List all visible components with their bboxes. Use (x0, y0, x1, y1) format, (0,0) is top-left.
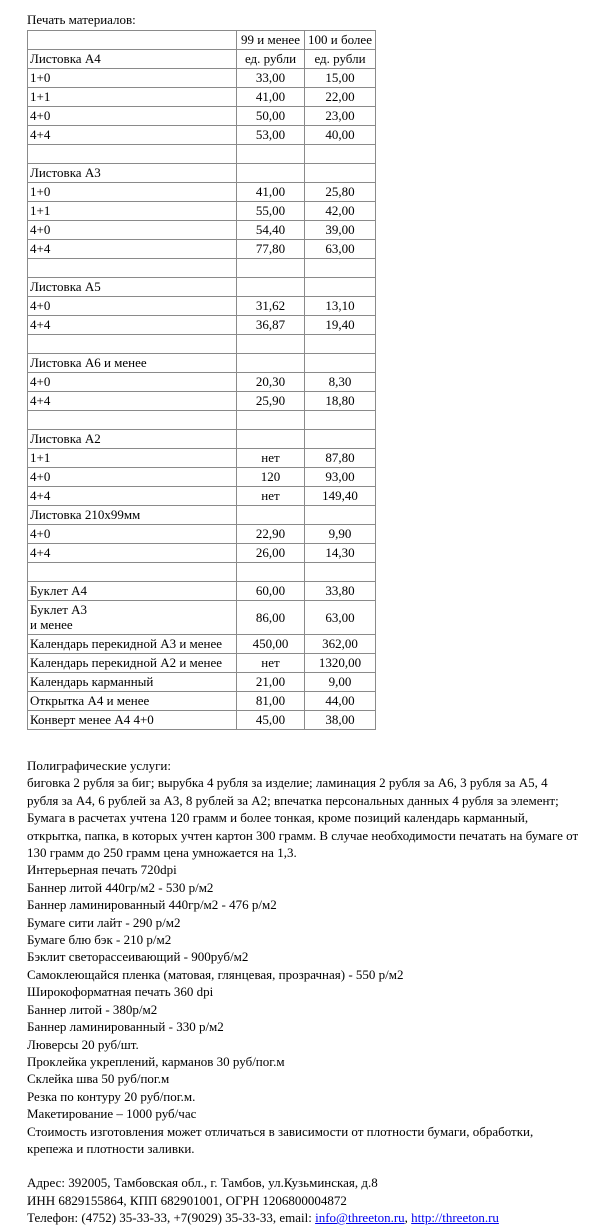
group-header-row (28, 50, 376, 69)
row-label-line: Буклет А3 (30, 601, 88, 617)
service-line: Бумаге сити лайт - 290 р/м2 (27, 914, 181, 930)
price-100: 362,00 (305, 635, 376, 654)
service-line: Бумаге блю бэк - 210 р/м2 (27, 932, 172, 948)
price-99: 54,40 (237, 221, 305, 240)
empty-cell (28, 31, 237, 50)
group-header-row (28, 164, 376, 183)
blank-row (28, 563, 376, 582)
price-99: 450,00 (237, 635, 305, 654)
price-row (28, 316, 376, 335)
price-row (28, 183, 376, 202)
price-100: 42,00 (305, 202, 376, 221)
service-line: Баннер ламинированный - 330 р/м2 (27, 1019, 224, 1035)
empty-cell (305, 335, 376, 354)
group-header: Листовка 210х99мм (28, 506, 237, 525)
group-header: Листовка А3 (28, 164, 237, 183)
group-header-row (28, 430, 376, 449)
service-line: Баннер литой - 380р/м2 (27, 1001, 158, 1017)
empty-cell (305, 430, 376, 449)
row-label: 4+4 (28, 126, 237, 145)
price-100: 8,30 (305, 373, 376, 392)
service-line: Баннер ламинированный 440гр/м2 - 476 р/м2 (27, 897, 277, 913)
row-label-line: и менее (30, 616, 73, 632)
product-row (28, 635, 376, 654)
group-header: Листовка А5 (28, 278, 237, 297)
price-99: 55,00 (237, 202, 305, 221)
empty-cell (305, 411, 376, 430)
service-line: Стоимость изготовления может отличаться в зависимости от плотности бумаги, обработки, крепежа и плотности заливки. (27, 1123, 534, 1156)
empty-cell (237, 563, 305, 582)
row-label: 4+0 (28, 297, 237, 316)
price-row (28, 126, 376, 145)
price-100: 15,00 (305, 69, 376, 88)
service-line: Самоклеющайся пленка (матовая, глянцевая, прозрачная) - 550 р/м2 (27, 966, 404, 982)
empty-cell (237, 335, 305, 354)
price-99: 77,80 (237, 240, 305, 259)
service-line: Бумага в расчетах учтена 120 грамм и более тонкая, кроме позиций календарь карманный, открытка, папка, в которых учтен картон 300 грамм. В случае необходимости печатать на бумаге от 130 грамм до 250 грамм цена умножается на 1,3. (27, 810, 579, 861)
column-header-100: 100 и более (305, 31, 376, 50)
row-label: Конверт менее А4 4+0 (28, 711, 237, 730)
product-row (28, 711, 376, 730)
blank-row (28, 335, 376, 354)
row-label: Буклет А4 (28, 582, 237, 601)
page-title: Печать материалов: (27, 12, 136, 28)
empty-cell (237, 430, 305, 449)
price-row (28, 88, 376, 107)
price-100: 87,80 (305, 449, 376, 468)
row-label: 4+0 (28, 468, 237, 487)
price-99: 60,00 (237, 582, 305, 601)
empty-cell (305, 145, 376, 164)
price-100: 38,00 (305, 711, 376, 730)
row-label: 4+0 (28, 107, 237, 126)
price-100: 14,30 (305, 544, 376, 563)
price-row (28, 202, 376, 221)
empty-cell (237, 259, 305, 278)
price-99: 22,90 (237, 525, 305, 544)
empty-cell (305, 164, 376, 183)
empty-cell (305, 563, 376, 582)
empty-cell (237, 506, 305, 525)
column-header-row (28, 31, 376, 50)
row-label: 4+4 (28, 240, 237, 259)
column-header-99: 99 и менее (237, 31, 305, 50)
empty-cell (305, 259, 376, 278)
price-99: 50,00 (237, 107, 305, 126)
price-99: 25,90 (237, 392, 305, 411)
price-99: 81,00 (237, 692, 305, 711)
price-row (28, 525, 376, 544)
price-100: 63,00 (305, 601, 376, 635)
empty-cell (28, 145, 237, 164)
price-100: 23,00 (305, 107, 376, 126)
row-label: 4+4 (28, 544, 237, 563)
price-100: 25,80 (305, 183, 376, 202)
group-header-row (28, 278, 376, 297)
price-row (28, 544, 376, 563)
price-99: нет (237, 654, 305, 673)
contacts-footer (27, 1174, 582, 1226)
row-label: 4+4 (28, 487, 237, 506)
price-table (27, 30, 376, 730)
empty-cell (28, 335, 237, 354)
price-row (28, 449, 376, 468)
empty-cell (237, 278, 305, 297)
group-header: Листовка А4 (28, 50, 237, 69)
service-line: биговка 2 рубля за биг; вырубка 4 рубля за изделие; ламинация 2 рубля за А6, 3 рубля за А5, 4 рубля за А4, 6 рублей за А3, 8 рублей за А2; впечатка персональных данных 4 рубля за элемент; (27, 775, 559, 808)
row-label: 1+1 (28, 202, 237, 221)
service-line: Интерьерная печать 720dpi (27, 862, 177, 878)
price-table-body (28, 31, 376, 730)
empty-cell (305, 278, 376, 297)
row-label: 4+0 (28, 373, 237, 392)
price-99: 36,87 (237, 316, 305, 335)
link-separator: , (404, 1210, 412, 1226)
group-header-row (28, 354, 376, 373)
service-line: Баннер литой 440гр/м2 - 530 р/м2 (27, 879, 214, 895)
empty-cell (237, 411, 305, 430)
row-label: 4+0 (28, 525, 237, 544)
services-section (27, 757, 582, 1157)
empty-cell (28, 259, 237, 278)
product-row (28, 692, 376, 711)
price-row (28, 392, 376, 411)
phone-line (27, 1209, 582, 1226)
phone-text: Телефон: (4752) 35-33-33, +7(9029) 35-33-33, email: (27, 1210, 316, 1226)
row-label: 4+4 (28, 316, 237, 335)
price-100: 1320,00 (305, 654, 376, 673)
price-99: 53,00 (237, 126, 305, 145)
empty-cell (305, 354, 376, 373)
price-row (28, 107, 376, 126)
empty-cell (237, 164, 305, 183)
price-99: 21,00 (237, 673, 305, 692)
price-100: 93,00 (305, 468, 376, 487)
services-heading: Полиграфические услуги: (27, 758, 171, 773)
group-header-row (28, 506, 376, 525)
row-label: Календарь карманный (28, 673, 237, 692)
row-label: Календарь перекидной А2 и менее (28, 654, 237, 673)
row-label: 4+4 (28, 392, 237, 411)
price-100: 63,00 (305, 240, 376, 259)
service-line: Люверсы 20 руб/шт. (27, 1036, 139, 1052)
price-100: 39,00 (305, 221, 376, 240)
price-100: 18,80 (305, 392, 376, 411)
price-99: 33,00 (237, 69, 305, 88)
row-label (28, 601, 237, 635)
address-line: Адрес: 392005, Тамбовская обл., г. Тамбов, ул.Кузьминская, д.8 (27, 1175, 378, 1191)
ids-line: ИНН 6829155864, КПП 682901001, ОГРН 1206800004872 (27, 1192, 347, 1208)
service-line: Макетирование – 1000 руб/час (27, 1106, 197, 1122)
price-99: 26,00 (237, 544, 305, 563)
price-99: 41,00 (237, 88, 305, 107)
empty-cell (237, 145, 305, 164)
price-row (28, 373, 376, 392)
price-100: 9,90 (305, 525, 376, 544)
row-label: 4+0 (28, 221, 237, 240)
price-row (28, 221, 376, 240)
price-100: 44,00 (305, 692, 376, 711)
empty-cell (28, 563, 237, 582)
service-line: Склейка шва 50 руб/пог.м (27, 1071, 170, 1087)
product-row (28, 601, 376, 635)
row-label: 1+1 (28, 449, 237, 468)
empty-cell (237, 354, 305, 373)
price-99: 86,00 (237, 601, 305, 635)
service-line: Резка по контуру 20 руб/пог.м. (27, 1088, 196, 1104)
price-99: 41,00 (237, 183, 305, 202)
price-99: 45,00 (237, 711, 305, 730)
blank-row (28, 259, 376, 278)
price-100: 9,00 (305, 673, 376, 692)
price-100: 22,00 (305, 88, 376, 107)
blank-row (28, 145, 376, 164)
row-label: 1+0 (28, 183, 237, 202)
empty-cell (305, 506, 376, 525)
product-row (28, 654, 376, 673)
price-row (28, 487, 376, 506)
price-99: 31,62 (237, 297, 305, 316)
price-row (28, 468, 376, 487)
row-label: Календарь перекидной А3 и менее (28, 635, 237, 654)
document (27, 10, 587, 1227)
price-100: 13,10 (305, 297, 376, 316)
product-row (28, 582, 376, 601)
price-100: 33,80 (305, 582, 376, 601)
product-row (28, 673, 376, 692)
unit-label: ед. рубли (305, 50, 376, 69)
price-row (28, 240, 376, 259)
group-header: Листовка А6 и менее (28, 354, 237, 373)
blank-row (28, 411, 376, 430)
price-100: 19,40 (305, 316, 376, 335)
price-100: 149,40 (305, 487, 376, 506)
service-line: Широкоформатная печать 360 dpi (27, 984, 214, 1000)
price-row (28, 297, 376, 316)
empty-cell (28, 411, 237, 430)
price-row (28, 69, 376, 88)
email-link[interactable]: info@threeton.ru (315, 1210, 405, 1226)
row-label: 1+1 (28, 88, 237, 107)
website-link[interactable]: http://threeton.ru (411, 1210, 499, 1226)
price-99: 20,30 (237, 373, 305, 392)
service-line: Бэклит светорассеивающий - 900руб/м2 (27, 949, 249, 965)
group-header: Листовка А2 (28, 430, 237, 449)
price-99: нет (237, 449, 305, 468)
row-label: Открытка А4 и менее (28, 692, 237, 711)
price-99: нет (237, 487, 305, 506)
row-label: 1+0 (28, 69, 237, 88)
price-99: 120 (237, 468, 305, 487)
price-100: 40,00 (305, 126, 376, 145)
unit-label: ед. рубли (237, 50, 305, 69)
service-line: Проклейка укреплений, карманов 30 руб/пог.м (27, 1053, 285, 1069)
